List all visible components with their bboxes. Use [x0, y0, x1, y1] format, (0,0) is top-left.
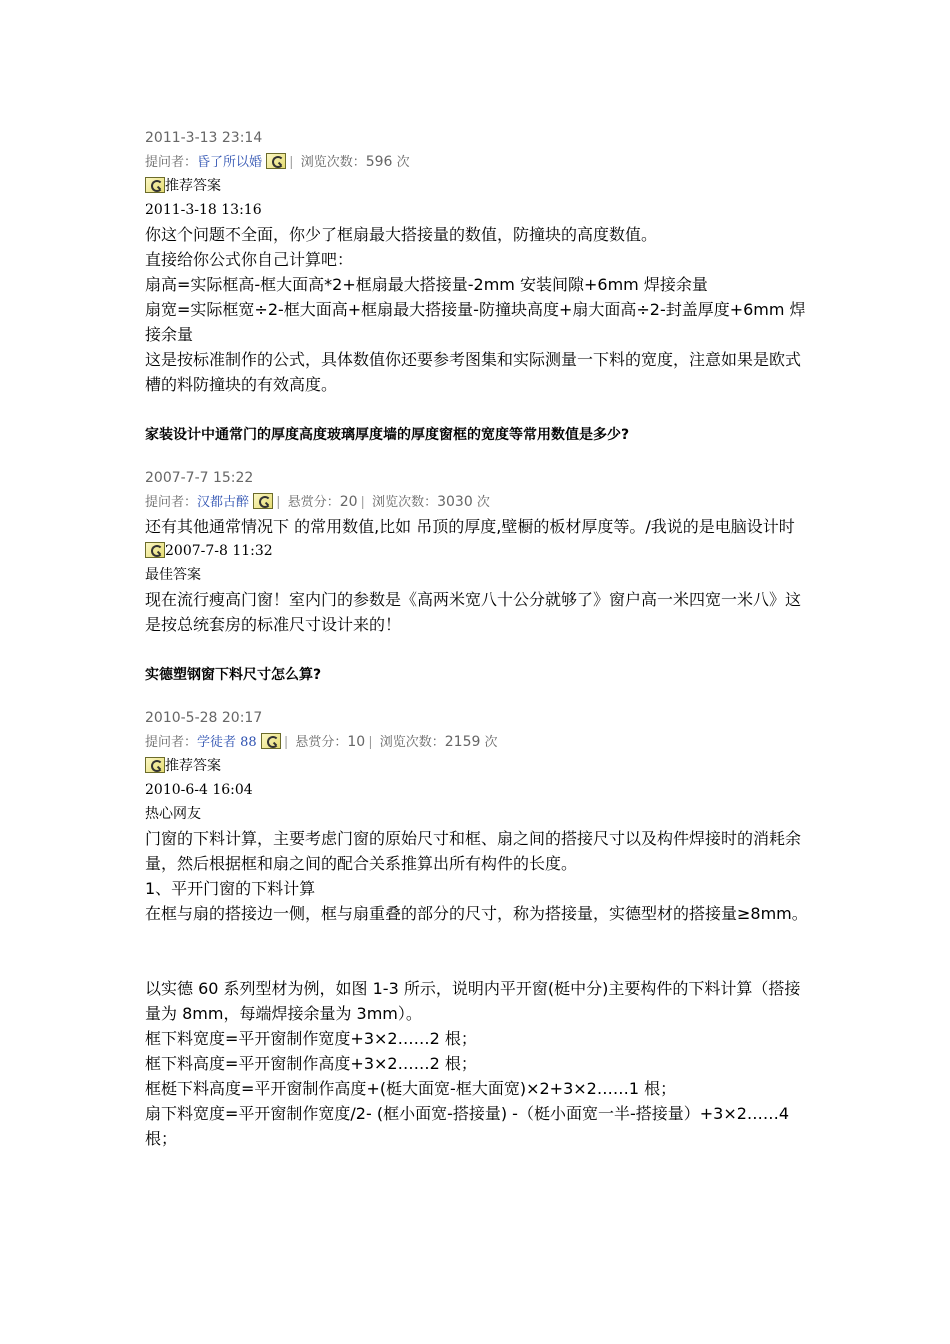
views-count: 3030: [437, 494, 473, 510]
asker-link[interactable]: 汉都古醉: [197, 495, 250, 510]
answer-paragraph: 现在流行瘦高门窗！室内门的参数是《高两米宽八十公分就够了》窗户高一米四宽一米八》这是按总统套房的标准尺寸设计来的！: [145, 590, 802, 634]
question-body: [145, 514, 815, 539]
user-badge-icon: [261, 733, 281, 749]
answer-paragraph: 你这个问题不全面，你少了框扇最大搭接量的数值，防撞块的高度数值。: [145, 225, 658, 244]
answer-paragraph: 这是按标准制作的公式，具体数值你还要参考图集和实际测量一下料的宽度，注意如果是欧式槽的料防撞块的有效高度。: [145, 350, 802, 394]
asker-label: 提问者：: [145, 495, 198, 510]
views-label: 浏览次数：: [379, 735, 445, 750]
asker-link[interactable]: 昏了所以婚: [197, 155, 263, 170]
answer-paragraph: 框下料高度=平开窗制作高度+3×2……2 根；: [145, 1054, 477, 1073]
separator: |: [283, 735, 289, 750]
asker-label: 提问者：: [145, 735, 198, 750]
answer-body: [145, 222, 815, 397]
asker-label: 提问者：: [145, 155, 198, 170]
answer-body: [145, 826, 815, 926]
separator: |: [289, 155, 294, 170]
answer-paragraph: 扇下料宽度=平开窗制作宽度/2- (框小面宽-搭接量) -（梃小面宽一半-搭接量）+3×2……4 根；: [145, 1104, 790, 1148]
separator: |: [360, 495, 365, 510]
answer-badge-icon: [145, 542, 165, 558]
answer-paragraph: 框梃下料高度=平开窗制作高度+(梃大面宽-框大面宽)×2+3×2……1 根；: [145, 1079, 677, 1098]
answer-badge-icon: [145, 757, 165, 773]
answer-label: 推荐答案: [165, 758, 221, 774]
views-label: 浏览次数：: [372, 495, 438, 510]
question-meta: [145, 490, 815, 514]
answer-header: [145, 539, 815, 563]
answer-paragraph: 扇宽=实际框宽÷2-框大面高+框扇最大搭接量-防撞块高度+扇大面高÷2-封盖厚度+6mm 焊接余量: [145, 300, 806, 344]
views-unit: 次: [484, 735, 498, 750]
answer-body-continued: [145, 976, 815, 1151]
views-label: 浏览次数：: [300, 155, 366, 170]
user-badge-icon: [266, 153, 286, 169]
answer-paragraph: 扇高=实际框高-框大面高*2+框扇最大搭接量-2mm 安装间隙+6mm 焊接余量: [145, 275, 708, 294]
answerer-name: 热心网友: [145, 806, 201, 822]
question-title[interactable]: 实德塑钢窗下料尺寸怎么算?: [145, 667, 322, 683]
answer-header: [145, 174, 815, 198]
views-count: 2159: [444, 734, 481, 750]
reward-value: 10: [347, 734, 366, 750]
separator: |: [276, 495, 281, 510]
answer-badge-icon: [145, 177, 165, 193]
answer-paragraph: 框下料宽度=平开窗制作宽度+3×2……2 根；: [145, 1029, 477, 1048]
answer-paragraph: 直接给你公式你自己计算吧：: [145, 250, 354, 269]
views-unit: 次: [396, 155, 410, 170]
answer-paragraph: 在框与扇的搭接边一侧，框与扇重叠的部分的尺寸，称为搭接量，实德型材的搭接量≥8mm。: [145, 904, 808, 923]
views-count: 596: [365, 154, 393, 170]
answer-paragraph: 以实德 60 系列型材为例，如图 1-3 所示，说明内平开窗(梃中分)主要构件的下料计算（搭接量为 8mm，每端焊接余量为 3mm）。: [145, 979, 801, 1023]
answer-body: [145, 587, 815, 637]
question-meta: [145, 730, 815, 754]
answer-date: 2010-6-4 16:04: [145, 782, 253, 798]
answer-header: [145, 754, 815, 778]
asker-link[interactable]: 学徒者 88: [197, 735, 257, 750]
separator: |: [368, 735, 373, 750]
answer-date: 2011-3-18 13:16: [145, 202, 262, 218]
answer-label: 推荐答案: [165, 178, 221, 194]
question-date: 2011-3-13 23:14: [145, 130, 263, 146]
answer-paragraph: 1、平开门窗的下料计算: [145, 879, 316, 898]
question-paragraph: 还有其他通常情况下 的常用数值,比如 吊顶的厚度,壁橱的板材厚度等。/我说的是电脑设计时: [145, 517, 795, 536]
question-meta: [145, 150, 815, 174]
reward-value: 20: [339, 494, 358, 510]
question-date: 2010-5-28 20:17: [145, 710, 263, 726]
document-page: [145, 126, 815, 1151]
question-date: 2007-7-7 15:22: [145, 470, 254, 486]
answer-date: 2007-7-8 11:32: [165, 543, 273, 559]
user-badge-icon: [253, 493, 273, 509]
reward-label: 悬赏分：: [295, 735, 348, 750]
views-unit: 次: [476, 495, 490, 510]
question-title[interactable]: 家装设计中通常门的厚度高度玻璃厚度墙的厚度窗框的宽度等常用数值是多少?: [145, 427, 630, 443]
reward-label: 悬赏分：: [287, 495, 340, 510]
answer-paragraph: 门窗的下料计算，主要考虑门窗的原始尺寸和框、扇之间的搭接尺寸以及构件焊接时的消耗余量，然后根据框和扇之间的配合关系推算出所有构件的长度。: [145, 829, 802, 873]
answer-label: 最佳答案: [145, 567, 201, 583]
